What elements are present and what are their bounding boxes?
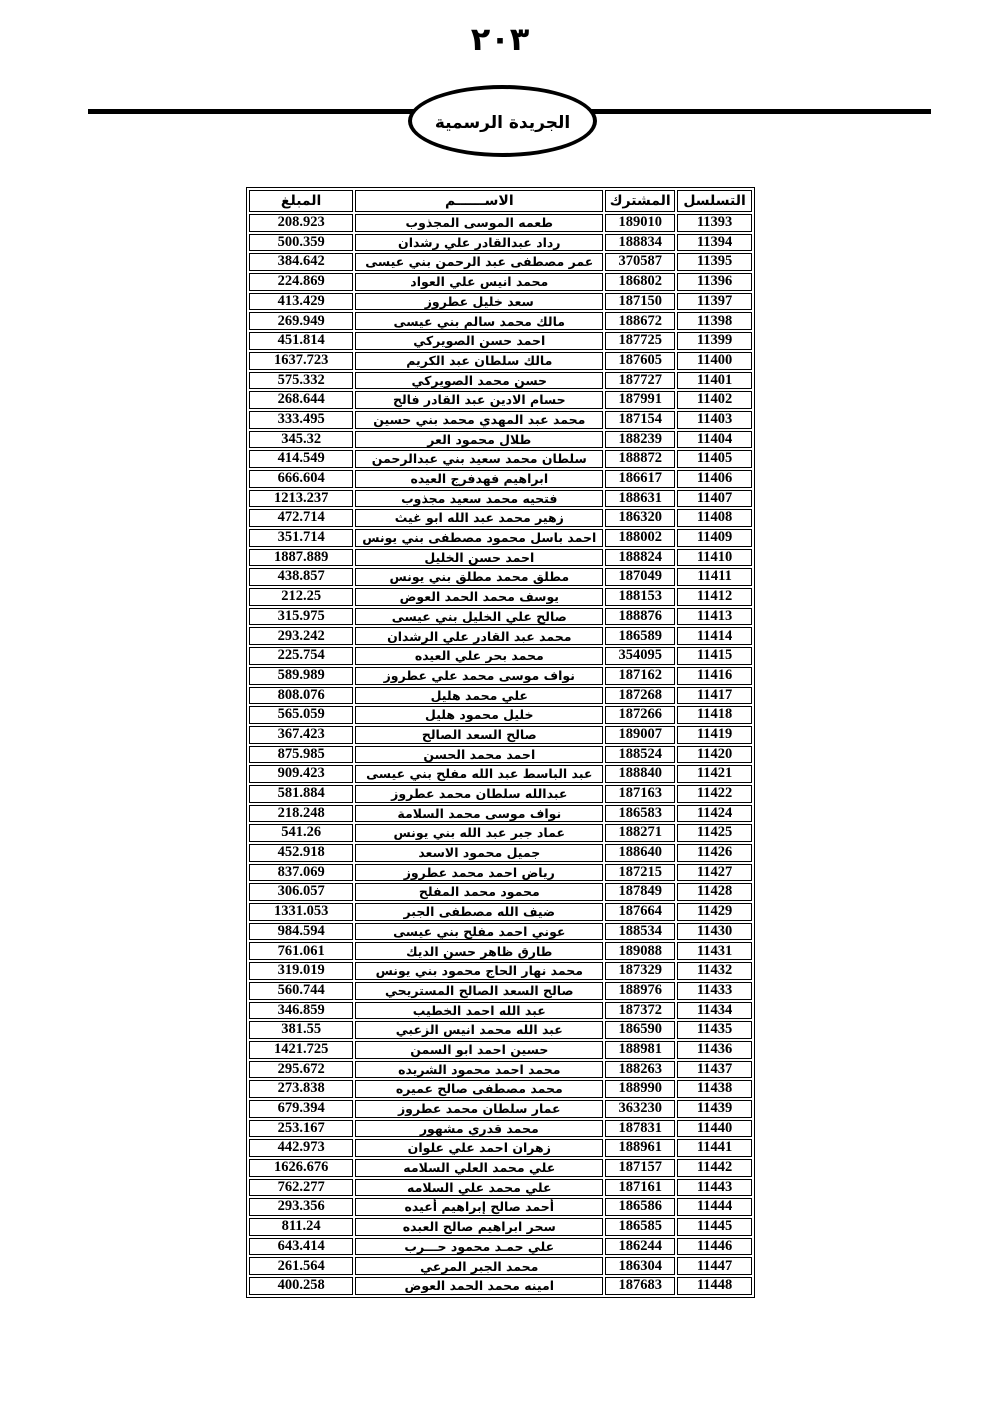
table-row	[249, 509, 752, 527]
name-cell: مالك سلطان عبد الكريم	[355, 352, 603, 370]
amount-cell: 208.923	[249, 214, 353, 232]
amount-cell: 306.057	[249, 883, 353, 901]
subscriber-cell: 188239	[605, 431, 675, 449]
name-cell: خليل محمود هليل	[355, 706, 603, 724]
table-row	[249, 608, 752, 626]
serial-cell: 11440	[677, 1120, 752, 1138]
table-row	[249, 844, 752, 862]
subscriber-cell: 188534	[605, 923, 675, 941]
serial-cell: 11437	[677, 1061, 752, 1079]
name-cell: نواف موسى محمد السلامة	[355, 805, 603, 823]
amount-cell: 225.754	[249, 647, 353, 665]
amount-cell: 643.414	[249, 1238, 353, 1256]
name-cell: ضيف الله مصطفى الجبر	[355, 903, 603, 921]
serial-cell: 11406	[677, 470, 752, 488]
name-cell: زهير محمد عبد الله ابو غيث	[355, 509, 603, 527]
amount-cell: 346.859	[249, 1002, 353, 1020]
table-row	[249, 1277, 752, 1295]
serial-cell: 11422	[677, 785, 752, 803]
table-row	[249, 1257, 752, 1275]
subscriber-cell: 188263	[605, 1061, 675, 1079]
amount-cell: 269.949	[249, 312, 353, 330]
col-header-name: الاســــــم	[355, 190, 603, 212]
name-cell: نواف موسى محمد علي عطروز	[355, 667, 603, 685]
table-row	[249, 687, 752, 705]
amount-cell: 984.594	[249, 923, 353, 941]
table-row	[249, 1198, 752, 1216]
gazette-title-ellipse	[408, 85, 597, 157]
subscriber-cell: 187664	[605, 903, 675, 921]
name-cell: حسن محمد الصويركي	[355, 372, 603, 390]
serial-cell: 11432	[677, 962, 752, 980]
name-cell: محمد بحر علي العيده	[355, 647, 603, 665]
serial-cell: 11402	[677, 391, 752, 409]
subscriber-cell: 187157	[605, 1159, 675, 1177]
amount-cell: 541.26	[249, 824, 353, 842]
name-cell: محمد انيس علي العواد	[355, 273, 603, 291]
table-row	[249, 1002, 752, 1020]
amount-cell: 1421.725	[249, 1041, 353, 1059]
serial-cell: 11396	[677, 273, 752, 291]
subscriber-cell: 188840	[605, 765, 675, 783]
name-cell: امينه محمد الحمد العوض	[355, 1277, 603, 1295]
amount-cell: 875.985	[249, 746, 353, 764]
name-cell: عبد الباسط عبد الله مفلح بني عيسى	[355, 765, 603, 783]
name-cell: محمد عبد المهدي محمد بني حسين	[355, 411, 603, 429]
subscriber-cell: 188961	[605, 1139, 675, 1157]
serial-cell: 11430	[677, 923, 752, 941]
serial-cell: 11393	[677, 214, 752, 232]
table-row	[249, 765, 752, 783]
subscriber-cell: 187049	[605, 568, 675, 586]
subscriber-cell: 187266	[605, 706, 675, 724]
table-row	[249, 627, 752, 645]
table-row	[249, 411, 752, 429]
name-cell: سلطان محمد سعيد بني عبدالرحمن	[355, 450, 603, 468]
amount-cell: 581.884	[249, 785, 353, 803]
name-cell: محمود محمد المفلح	[355, 883, 603, 901]
name-cell: محمد نهار الحاج محمود بني يونس	[355, 962, 603, 980]
amount-cell: 500.359	[249, 234, 353, 252]
serial-cell: 11426	[677, 844, 752, 862]
serial-cell: 11447	[677, 1257, 752, 1275]
table-row	[249, 923, 752, 941]
name-cell: محمد احمد محمود الشريده	[355, 1061, 603, 1079]
amount-cell: 224.869	[249, 273, 353, 291]
subscriber-cell: 186802	[605, 273, 675, 291]
amount-cell: 261.564	[249, 1257, 353, 1275]
name-cell: عمر مصطفى عبد الرحمن بني عيسى	[355, 253, 603, 271]
table-row	[249, 214, 752, 232]
amount-cell: 808.076	[249, 687, 353, 705]
serial-cell: 11408	[677, 509, 752, 527]
amount-cell: 400.258	[249, 1277, 353, 1295]
table-row	[249, 1139, 752, 1157]
name-cell: عبد الله محمد انيس الزعبي	[355, 1021, 603, 1039]
subscriber-cell: 187683	[605, 1277, 675, 1295]
serial-cell: 11416	[677, 667, 752, 685]
name-cell: طعمه الموسى المجذوب	[355, 214, 603, 232]
table-row	[249, 706, 752, 724]
table-row	[249, 903, 752, 921]
serial-cell: 11439	[677, 1100, 752, 1118]
subscriber-cell: 186244	[605, 1238, 675, 1256]
serial-cell: 11431	[677, 942, 752, 960]
name-cell: طارق ظاهر حسن الديك	[355, 942, 603, 960]
subscriber-cell: 363230	[605, 1100, 675, 1118]
amount-cell: 319.019	[249, 962, 353, 980]
subscriber-cell: 188824	[605, 549, 675, 567]
amount-cell: 413.429	[249, 293, 353, 311]
table-row	[249, 293, 752, 311]
table-row	[249, 1238, 752, 1256]
serial-cell: 11415	[677, 647, 752, 665]
name-cell: احمد حسن الصويركي	[355, 332, 603, 350]
name-cell: يوسف محمد الحمد العوض	[355, 588, 603, 606]
amount-cell: 666.604	[249, 470, 353, 488]
table-row	[249, 1159, 752, 1177]
table-row	[249, 588, 752, 606]
table-row	[249, 864, 752, 882]
name-cell: سعد خليل عطروز	[355, 293, 603, 311]
table-row	[249, 942, 752, 960]
serial-cell: 11419	[677, 726, 752, 744]
subscriber-cell: 186617	[605, 470, 675, 488]
serial-cell: 11429	[677, 903, 752, 921]
subscriber-cell: 188524	[605, 746, 675, 764]
col-header-subscriber: المشترك	[605, 190, 675, 212]
subscriber-cell: 186586	[605, 1198, 675, 1216]
name-cell: جميل محمود الاسعد	[355, 844, 603, 862]
table-row	[249, 1218, 752, 1236]
table-row	[249, 1021, 752, 1039]
serial-cell: 11407	[677, 490, 752, 508]
subscriber-cell: 187727	[605, 372, 675, 390]
subscriber-cell: 188981	[605, 1041, 675, 1059]
serial-cell: 11409	[677, 529, 752, 547]
subscriber-cell: 187150	[605, 293, 675, 311]
name-cell: رياض احمد محمد عطروز	[355, 864, 603, 882]
amount-cell: 451.814	[249, 332, 353, 350]
serial-cell: 11398	[677, 312, 752, 330]
subscriber-cell: 188876	[605, 608, 675, 626]
amount-cell: 218.248	[249, 805, 353, 823]
amount-cell: 762.277	[249, 1179, 353, 1197]
amount-cell: 438.857	[249, 568, 353, 586]
amount-cell: 837.069	[249, 864, 353, 882]
serial-cell: 11401	[677, 372, 752, 390]
name-cell: محمد عبد القادر علي الرشدان	[355, 627, 603, 645]
name-cell: محمد مصطفى صالح عميره	[355, 1080, 603, 1098]
serial-cell: 11445	[677, 1218, 752, 1236]
subscriber-cell: 188976	[605, 982, 675, 1000]
serial-cell: 11435	[677, 1021, 752, 1039]
subscriber-cell: 187163	[605, 785, 675, 803]
amount-cell: 452.918	[249, 844, 353, 862]
amount-cell: 384.642	[249, 253, 353, 271]
subscriber-cell: 188990	[605, 1080, 675, 1098]
name-cell: مطلق محمد مطلق بني يونس	[355, 568, 603, 586]
serial-cell: 11400	[677, 352, 752, 370]
name-cell: حسين احمد ابو السمن	[355, 1041, 603, 1059]
amount-cell: 560.744	[249, 982, 353, 1000]
col-header-amount: المبلغ	[249, 190, 353, 212]
serial-cell: 11427	[677, 864, 752, 882]
table-row	[249, 234, 752, 252]
name-cell: ابراهيم فهدفرج العيده	[355, 470, 603, 488]
table-row	[249, 746, 752, 764]
table-row	[249, 450, 752, 468]
amount-cell: 253.167	[249, 1120, 353, 1138]
subscriber-cell: 370587	[605, 253, 675, 271]
serial-cell: 11433	[677, 982, 752, 1000]
amount-cell: 333.495	[249, 411, 353, 429]
subscriber-cell: 188271	[605, 824, 675, 842]
serial-cell: 11412	[677, 588, 752, 606]
table-row	[249, 805, 752, 823]
table-row	[249, 253, 752, 271]
subscriber-cell: 186585	[605, 1218, 675, 1236]
subscriber-cell: 187831	[605, 1120, 675, 1138]
amount-cell: 589.989	[249, 667, 353, 685]
serial-cell: 11394	[677, 234, 752, 252]
serial-cell: 11448	[677, 1277, 752, 1295]
table-row	[249, 726, 752, 744]
subscriber-cell: 187154	[605, 411, 675, 429]
serial-cell: 11436	[677, 1041, 752, 1059]
table-row	[249, 1061, 752, 1079]
serial-cell: 11441	[677, 1139, 752, 1157]
serial-cell: 11410	[677, 549, 752, 567]
amount-cell: 565.059	[249, 706, 353, 724]
amount-cell: 811.24	[249, 1218, 353, 1236]
amount-cell: 575.332	[249, 372, 353, 390]
amount-cell: 293.356	[249, 1198, 353, 1216]
records-table	[246, 187, 755, 1298]
serial-cell: 11403	[677, 411, 752, 429]
subscriber-cell: 188631	[605, 490, 675, 508]
subscriber-cell: 187329	[605, 962, 675, 980]
table-row	[249, 352, 752, 370]
table-row	[249, 883, 752, 901]
amount-cell: 679.394	[249, 1100, 353, 1118]
table-row	[249, 391, 752, 409]
subscriber-cell: 186320	[605, 509, 675, 527]
subscriber-cell: 187215	[605, 864, 675, 882]
table-row	[249, 1080, 752, 1098]
subscriber-cell: 354095	[605, 647, 675, 665]
amount-cell: 442.973	[249, 1139, 353, 1157]
name-cell: صالح السعد الصالح المستريحي	[355, 982, 603, 1000]
table-row	[249, 490, 752, 508]
table-row	[249, 273, 752, 291]
subscriber-cell: 187991	[605, 391, 675, 409]
amount-cell: 472.714	[249, 509, 353, 527]
name-cell: علي محمد علي السلامه	[355, 1179, 603, 1197]
amount-cell: 381.55	[249, 1021, 353, 1039]
serial-cell: 11425	[677, 824, 752, 842]
name-cell: علي محمد هليل	[355, 687, 603, 705]
amount-cell: 315.975	[249, 608, 353, 626]
table-row	[249, 372, 752, 390]
serial-cell: 11421	[677, 765, 752, 783]
name-cell: رداد عبدالقادر علي رشدان	[355, 234, 603, 252]
subscriber-cell: 189088	[605, 942, 675, 960]
subscriber-cell: 188002	[605, 529, 675, 547]
serial-cell: 11442	[677, 1159, 752, 1177]
name-cell: احمد حسن الخليل	[355, 549, 603, 567]
table-row	[249, 549, 752, 567]
amount-cell: 295.672	[249, 1061, 353, 1079]
subscriber-cell: 187849	[605, 883, 675, 901]
serial-cell: 11397	[677, 293, 752, 311]
name-cell: صالح علي الخليل بني عيسى	[355, 608, 603, 626]
name-cell: عوني احمد مفلح بني عيسى	[355, 923, 603, 941]
table-row	[249, 1120, 752, 1138]
subscriber-cell: 189007	[605, 726, 675, 744]
name-cell: عمار سلطان محمد عطروز	[355, 1100, 603, 1118]
subscriber-cell: 189010	[605, 214, 675, 232]
subscriber-cell: 187725	[605, 332, 675, 350]
page-number: ٢٠٣	[470, 20, 530, 58]
name-cell: احمد محمد الحسن	[355, 746, 603, 764]
serial-cell: 11434	[677, 1002, 752, 1020]
table-row	[249, 529, 752, 547]
amount-cell: 761.061	[249, 942, 353, 960]
amount-cell: 1637.723	[249, 352, 353, 370]
name-cell: سحر ابراهيم صالح العبده	[355, 1218, 603, 1236]
serial-cell: 11405	[677, 450, 752, 468]
table-row	[249, 431, 752, 449]
subscriber-cell: 188834	[605, 234, 675, 252]
amount-cell: 293.242	[249, 627, 353, 645]
table-row	[249, 647, 752, 665]
name-cell: مالك محمد سالم بني عيسى	[355, 312, 603, 330]
table-row	[249, 785, 752, 803]
serial-cell: 11444	[677, 1198, 752, 1216]
subscriber-cell: 187162	[605, 667, 675, 685]
name-cell: محمد قدري مشهور	[355, 1120, 603, 1138]
subscriber-cell: 187605	[605, 352, 675, 370]
table-row	[249, 962, 752, 980]
name-cell: صالح السعد الصالح	[355, 726, 603, 744]
name-cell: عبد الله احمد الخطيب	[355, 1002, 603, 1020]
amount-cell: 1331.053	[249, 903, 353, 921]
amount-cell: 212.25	[249, 588, 353, 606]
name-cell: طلال محمود العر	[355, 431, 603, 449]
table-row	[249, 1179, 752, 1197]
table-row	[249, 824, 752, 842]
table-row	[249, 982, 752, 1000]
name-cell: عماد جبر عبد الله بني يونس	[355, 824, 603, 842]
serial-cell: 11420	[677, 746, 752, 764]
subscriber-cell: 188872	[605, 450, 675, 468]
subscriber-cell: 187372	[605, 1002, 675, 1020]
gazette-title: الجريدة الرسمية	[434, 113, 571, 133]
name-cell: محمد الجبر المرعي	[355, 1257, 603, 1275]
serial-cell: 11414	[677, 627, 752, 645]
subscriber-cell: 186589	[605, 627, 675, 645]
subscriber-cell: 188153	[605, 588, 675, 606]
subscriber-cell: 187268	[605, 687, 675, 705]
amount-cell: 273.838	[249, 1080, 353, 1098]
amount-cell: 351.714	[249, 529, 353, 547]
name-cell: زهران احمد علي علوان	[355, 1139, 603, 1157]
subscriber-cell: 186590	[605, 1021, 675, 1039]
amount-cell: 1213.237	[249, 490, 353, 508]
serial-cell: 11404	[677, 431, 752, 449]
table-row	[249, 1100, 752, 1118]
serial-cell: 11413	[677, 608, 752, 626]
serial-cell: 11418	[677, 706, 752, 724]
serial-cell: 11428	[677, 883, 752, 901]
amount-cell: 909.423	[249, 765, 353, 783]
serial-cell: 11411	[677, 568, 752, 586]
subscriber-cell: 188672	[605, 312, 675, 330]
serial-cell: 11443	[677, 1179, 752, 1197]
name-cell: احمد باسل محمود مصطفى بني يونس	[355, 529, 603, 547]
subscriber-cell: 188640	[605, 844, 675, 862]
serial-cell: 11446	[677, 1238, 752, 1256]
amount-cell: 1887.889	[249, 549, 353, 567]
name-cell: حسام الادين عبد القادر فالح	[355, 391, 603, 409]
subscriber-cell: 186583	[605, 805, 675, 823]
table-row	[249, 1041, 752, 1059]
subscriber-cell: 187161	[605, 1179, 675, 1197]
serial-cell: 11399	[677, 332, 752, 350]
amount-cell: 367.423	[249, 726, 353, 744]
table-body	[249, 214, 752, 1295]
name-cell: عبدالله سلطان محمد عطروز	[355, 785, 603, 803]
name-cell: أحمد صالح إبراهيم أعيده	[355, 1198, 603, 1216]
amount-cell: 268.644	[249, 391, 353, 409]
serial-cell: 11424	[677, 805, 752, 823]
table-row	[249, 470, 752, 488]
serial-cell: 11417	[677, 687, 752, 705]
name-cell: علي محمد العلي السلامه	[355, 1159, 603, 1177]
name-cell: فتحيه محمد سعيد مجذوب	[355, 490, 603, 508]
header-row	[249, 190, 752, 212]
table-row	[249, 667, 752, 685]
serial-cell: 11438	[677, 1080, 752, 1098]
col-header-serial: التسلسل	[677, 190, 752, 212]
serial-cell: 11395	[677, 253, 752, 271]
amount-cell: 414.549	[249, 450, 353, 468]
amount-cell: 1626.676	[249, 1159, 353, 1177]
table-row	[249, 568, 752, 586]
subscriber-cell: 186304	[605, 1257, 675, 1275]
table-row	[249, 332, 752, 350]
name-cell: علي حمـد محمود حـــرب	[355, 1238, 603, 1256]
table-row	[249, 312, 752, 330]
amount-cell: 345.32	[249, 431, 353, 449]
